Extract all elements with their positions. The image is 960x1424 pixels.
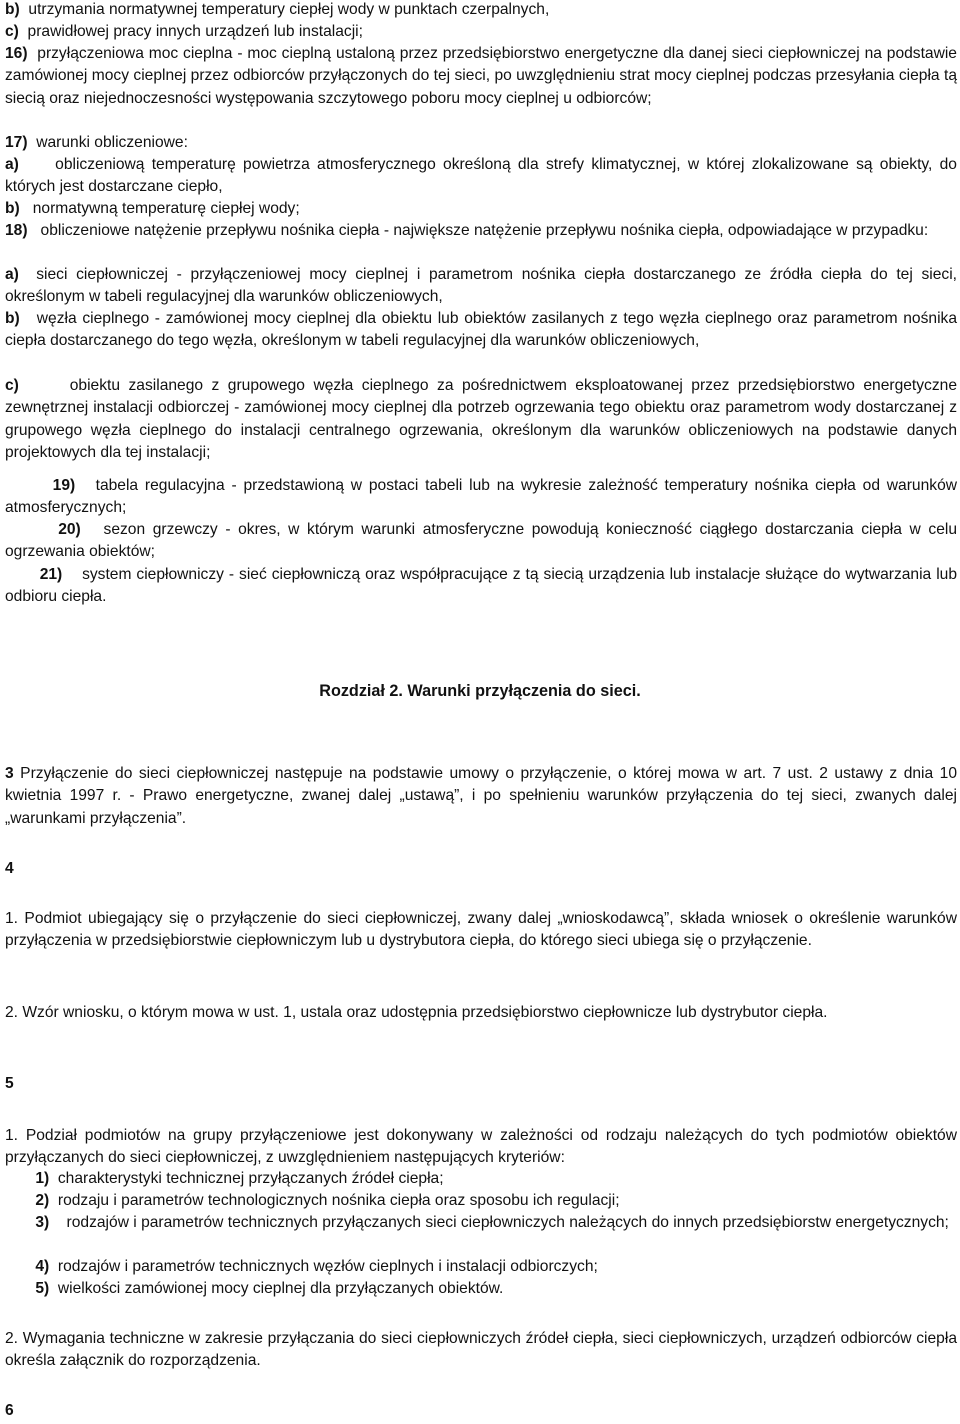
section-5-criterion-2	[5, 1190, 957, 1212]
item-text: normatywną temperaturę ciepłej wody;	[32, 200, 300, 217]
item-text: charakterystyki technicznej przyłączanych źródeł ciepła;	[57, 1170, 444, 1187]
item-label: 21)	[39, 566, 63, 583]
item-label: 1)	[35, 1170, 50, 1187]
item-text: sieci ciepłowniczej - przyłączeniowej mocy cieplnej i parametrom nośnika ciepła dostarczanego ze źródła ciepła do tej sieci, określonym w tabeli regulacyjnej dla warunków obliczeniowych,	[5, 266, 957, 306]
item-text: tabela regulacyjna - przedstawioną w postaci tabeli lub na wykresie zależność temperatury nośnika ciepła od warunków atmosferycznych;	[5, 477, 958, 517]
chapter-heading: Rozdział 2. Warunki przyłączenia do sieci.	[319, 682, 641, 700]
section-5-paragraph-1: 1. Podział podmiotów na grupy przyłączeniowe jest dokonywany w zależności od rodzaju należących do tych podmiotów obiektów przyłączanych do sieci ciepłowniczej, z uwzględnieniem następujących kryteriów:	[5, 1127, 957, 1167]
item-text: wielkości zamówionej mocy cieplnej dla przyłączanych obiektów.	[57, 1280, 504, 1297]
item-label: a)	[5, 156, 19, 173]
section-5-number	[5, 1073, 957, 1095]
item-text: sezon grzewczy - okres, w którym warunki atmosferyczne powodują konieczność ciągłego dostarczania ciepła w celu ogrzewania obiektów;	[5, 521, 958, 561]
item-17-calculation-conditions	[5, 132, 957, 154]
item-text: utrzymania normatywnej temperatury ciepłej wody w punktach czerpalnych,	[28, 1, 550, 18]
section-text: Przyłączenie do sieci ciepłowniczej następuje na podstawie umowy o przyłączenie, o której mowa w art. 7 ust. 2 ustawy z dnia 10 kwietnia 1997 r. - Prawo energetyczne, zwanej dalej „ustawą”, i po spełnieniu warunków przyłączenia do tej sieci, zwanych dalej „warunkami przyłączenia”.	[5, 765, 957, 827]
item-label: b)	[5, 310, 20, 327]
item-label: 17)	[5, 134, 28, 151]
item-label: b)	[5, 200, 20, 217]
item-text: węzła cieplnego - zamówionej mocy cieplnej dla obiektu lub obiektów zasilanych z tego węzła cieplnego oraz parametrom nośnika ciepła dostarczanego do tego węzła, określonym w tabeli regulacyjnej dla warunków obliczeniowych,	[5, 310, 957, 350]
item-c-group-node-object	[5, 375, 957, 464]
item-20-heating-season	[5, 519, 957, 564]
item-16-connection-heat-power	[5, 43, 957, 110]
item-text: prawidłowej pracy innych urządzeń lub instalacji;	[27, 23, 363, 40]
item-text: przyłączeniowa moc cieplna - moc cieplną ustaloną przez przedsiębiorstwo energetyczne dla danej sieci ciepłowniczej na podstawie zamówionej mocy cieplnej przez odbiorców przyłączonych do tej sieci, po uwzględnieniu strat mocy cieplnej podczas przesyłania ciepła tą siecią oraz niejednoczesności występowania szczytowego poboru mocy cieplnej u odbiorców;	[5, 45, 957, 107]
section-5-criterion-3	[5, 1212, 957, 1234]
section-4-paragraph-2: 2. Wzór wniosku, o którym mowa w ust. 1, ustala oraz udostępnia przedsiębiorstwo ciepłownicze lub dystrybutor ciepła.	[5, 1004, 828, 1021]
item-text: obliczeniową temperaturę powietrza atmosferycznego określoną dla strefy klimatycznej, w której zlokalizowane są obiekty, do których jest dostarczane ciepło,	[5, 156, 957, 196]
section-4-number	[5, 858, 957, 880]
item-text: warunki obliczeniowe:	[36, 134, 188, 151]
item-label: 2)	[35, 1192, 50, 1209]
item-label: 16)	[5, 45, 28, 62]
item-a-heating-network	[5, 264, 957, 309]
item-19-regulation-table	[5, 475, 957, 520]
item-b-hot-water-temperature	[5, 198, 957, 220]
section-number: 3	[5, 765, 14, 782]
item-label: 19)	[52, 477, 76, 494]
item-label: 3)	[35, 1214, 50, 1231]
item-label: c)	[5, 377, 19, 394]
item-label: 20)	[58, 521, 81, 538]
item-c-other-devices	[5, 21, 957, 43]
item-label: 4)	[35, 1258, 50, 1275]
item-text: obiektu zasilanego z grupowego węzła cieplnego za pośrednictwem eksploatowanej przez przedsiębiorstwo energetyczne zewnętrznej instalacji odbiorczej - zamówionej mocy cieplnej dla potrzeb ogrzewania tego obiektu oraz parametrom wody dostarczanej z grupowego węzła cieplnego do instalacji centralnego ogrzewania, określonym dla warunków obliczeniowych na podstawie danych projektowych dla tej instalacji;	[5, 377, 957, 461]
item-21-heating-system	[5, 564, 957, 609]
section-number: 6	[5, 1402, 14, 1419]
item-label: a)	[5, 266, 19, 283]
item-b-heat-node	[5, 308, 957, 353]
section-5-criterion-1	[5, 1168, 957, 1190]
section-6-number	[5, 1400, 957, 1422]
section-number: 4	[5, 860, 14, 877]
item-b-water-temperature	[5, 0, 957, 21]
item-a-air-temperature	[5, 154, 957, 199]
item-text: rodzajów i parametrów technicznych przyłączanych sieci ciepłowniczych należących do innych przedsiębiorstw energetycznych;	[66, 1214, 949, 1231]
section-5-criterion-5	[5, 1278, 957, 1300]
item-label: 18)	[5, 222, 28, 239]
item-label: 5)	[35, 1280, 50, 1297]
section-5-criterion-4	[5, 1256, 957, 1278]
item-text: system ciepłowniczy - sieć ciepłowniczą oraz współpracujące z tą siecią urządzenia lub instalacje służące do wytwarzania lub odbioru ciepła.	[5, 566, 957, 606]
item-label: c)	[5, 23, 19, 40]
section-3	[5, 763, 957, 830]
section-number: 5	[5, 1075, 14, 1092]
section-4-paragraph-1: 1. Podmiot ubiegający się o przyłączenie do sieci ciepłowniczej, zwany dalej „wnioskodawcą”, składa wniosek o określenie warunków przyłączenia w przedsiębiorstwie ciepłowniczym lub u dystrybutora ciepła, do którego sieci ubiega się o przyłączenie.	[5, 910, 957, 950]
item-18-flow-rate	[5, 220, 957, 242]
item-text: rodzaju i parametrów technologicznych nośnika ciepła oraz sposobu ich regulacji;	[57, 1192, 620, 1209]
item-text: rodzajów i parametrów technicznych węzłów cieplnych i instalacji odbiorczych;	[57, 1258, 598, 1275]
item-text: obliczeniowe natężenie przepływu nośnika ciepła - największe natężenie przepływu nośnika ciepła, odpowiadające w przypadku:	[40, 222, 929, 239]
section-5-paragraph-2: 2. Wymagania techniczne w zakresie przyłączania do sieci ciepłowniczych źródeł ciepła, sieci ciepłowniczych, urządzeń odbiorców ciepła określa załącznik do rozporządzenia.	[5, 1330, 957, 1370]
item-label: b)	[5, 1, 20, 18]
